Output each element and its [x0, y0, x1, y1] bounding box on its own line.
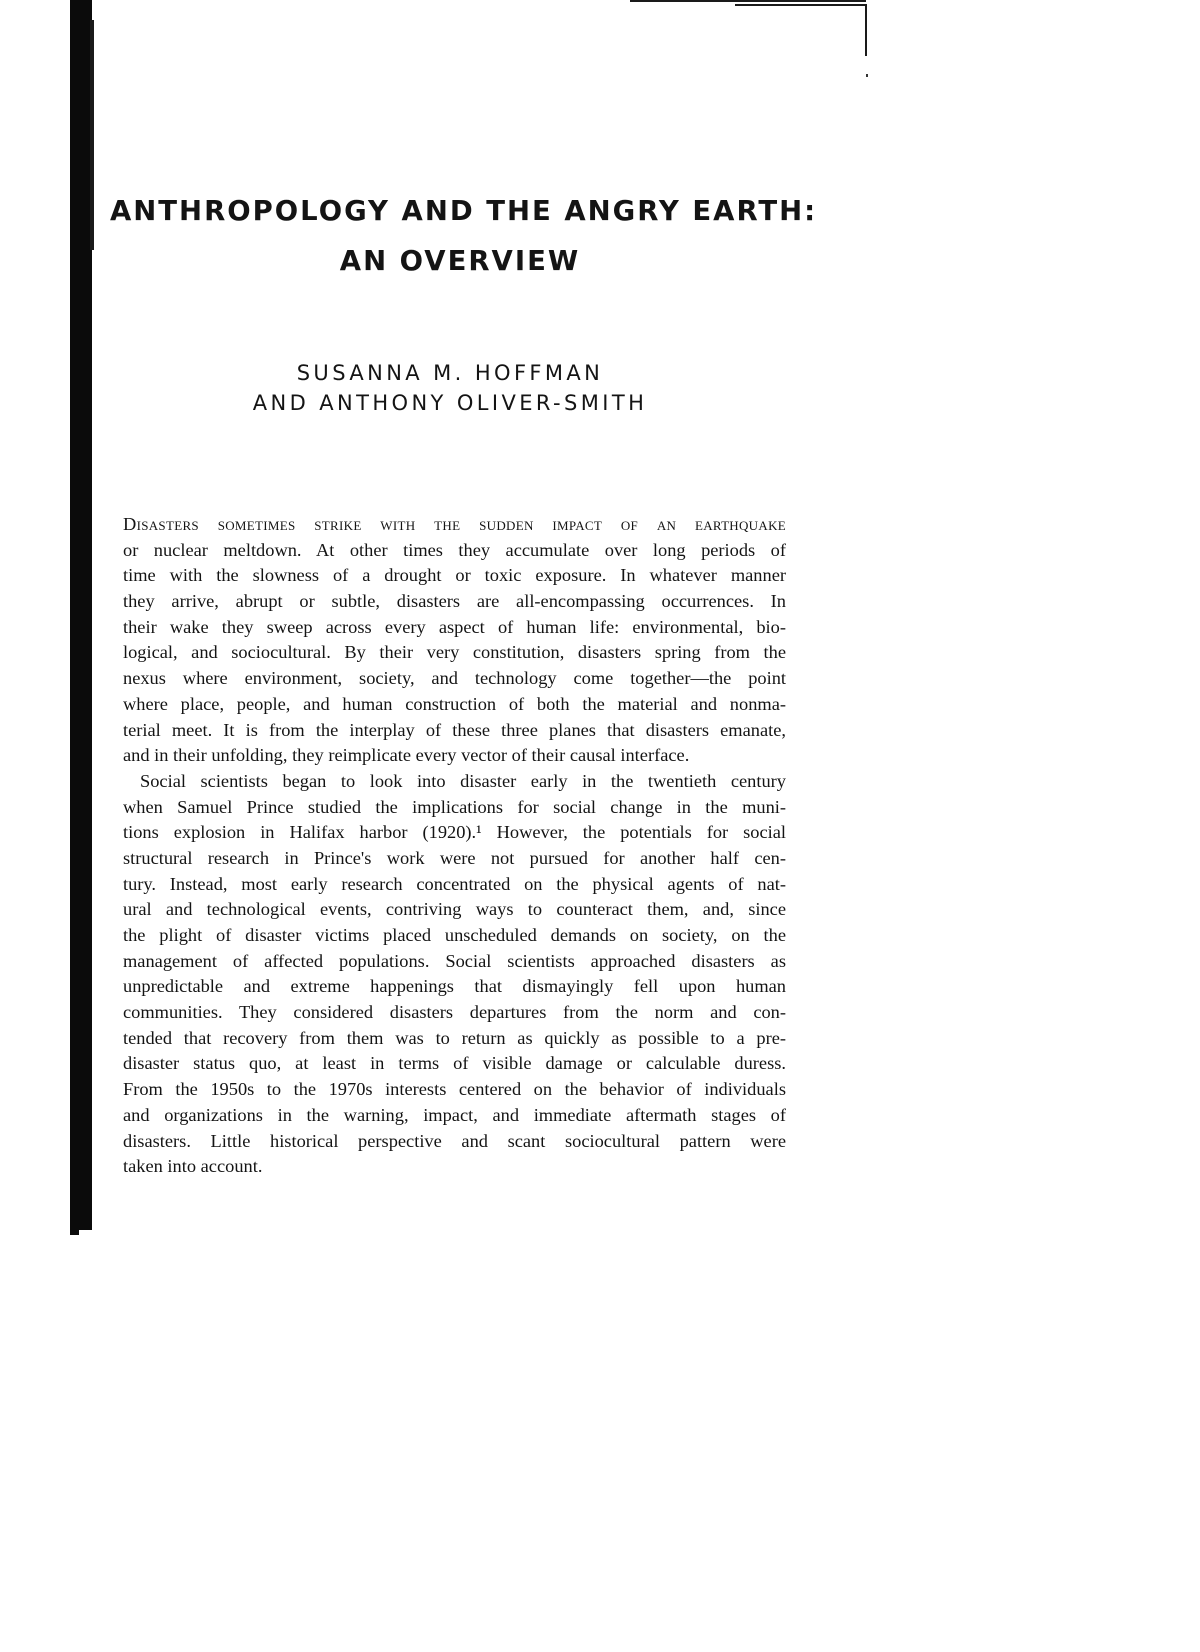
- text-line: Social scientists began to look into disaster early in the twentieth century: [140, 770, 786, 791]
- text-line: unpredictable and extreme happenings that dismayingly fell upon human: [123, 976, 786, 997]
- text-line: disasters. Little historical perspective and scant sociocultural pattern were: [123, 1130, 786, 1151]
- text-line: or nuclear meltdown. At other times they accumulate over long periods of: [123, 539, 786, 560]
- text-line: when Samuel Prince studied the implications for social change in the muni-: [123, 796, 786, 817]
- text-line: management of affected populations. Social scientists approached disasters as: [123, 950, 786, 971]
- text-line: and organizations in the warning, impact, and immediate aftermath stages of: [123, 1104, 786, 1125]
- text-line: where place, people, and human construction of both the material and nonma-: [123, 693, 786, 714]
- crop-mark-top-inner: [735, 4, 867, 6]
- text-line: structural research in Prince's work were not pursued for another half cen-: [123, 847, 786, 868]
- text-line: disaster status quo, at least in terms of visible damage or calculable duress.: [123, 1053, 786, 1074]
- text-line: logical, and sociocultural. By their very constitution, disasters spring from the: [123, 642, 786, 663]
- paragraph-2: [123, 769, 786, 1180]
- scan-binding-edge-tail: [70, 1150, 79, 1235]
- body-text: [123, 512, 786, 1180]
- chapter-title: [110, 186, 818, 286]
- text-line: taken into account.: [123, 1156, 263, 1177]
- chapter-authors: [150, 358, 750, 418]
- scan-binding-edge: [70, 0, 92, 1230]
- text-line: the plight of disaster victims placed unscheduled demands on society, on the: [123, 925, 786, 945]
- crop-mark-top: [630, 0, 866, 2]
- text-line: Disasters sometimes strike with the sudden impact of an earthquake: [123, 514, 786, 534]
- crop-mark-right: [865, 4, 867, 56]
- text-line: they arrive, abrupt or subtle, disasters are all-encompassing occurrences. In: [123, 591, 786, 612]
- text-line: tury. Instead, most early research concentrated on the physical agents of nat-: [123, 873, 786, 894]
- text-line: terial meet. It is from the interplay of these three planes that disasters emanate,: [123, 719, 786, 740]
- text-line: ural and technological events, contriving ways to counteract them, and, since: [123, 899, 786, 920]
- paragraph-1: [123, 512, 786, 769]
- author-line-2: AND ANTHONY OLIVER-SMITH: [252, 391, 648, 415]
- text-line: and in their unfolding, they reimplicate every vector of their causal interface.: [123, 745, 690, 766]
- text-line: nexus where environment, society, and technology come together—the point: [123, 668, 786, 689]
- text-line: time with the slowness of a drought or toxic exposure. In whatever manner: [123, 565, 786, 586]
- text-line: From the 1950s to the 1970s interests centered on the behavior of individuals: [123, 1079, 786, 1100]
- chapter-title-line-1: ANTHROPOLOGY AND THE ANGRY EARTH:: [110, 195, 818, 227]
- author-line-1: SUSANNA M. HOFFMAN: [296, 361, 604, 385]
- crop-mark-dot: [866, 74, 868, 77]
- text-line: tions explosion in Halifax harbor (1920).¹ However, the potentials for social: [123, 822, 786, 843]
- scan-binding-fringe: [90, 20, 94, 250]
- text-line: their wake they sweep across every aspect of human life: environmental, bio-: [123, 616, 786, 637]
- chapter-title-line-2: AN OVERVIEW: [339, 245, 581, 277]
- text-line: tended that recovery from them was to return as quickly as possible to a pre-: [123, 1027, 786, 1048]
- text-line: communities. They considered disasters departures from the norm and con-: [123, 1002, 786, 1023]
